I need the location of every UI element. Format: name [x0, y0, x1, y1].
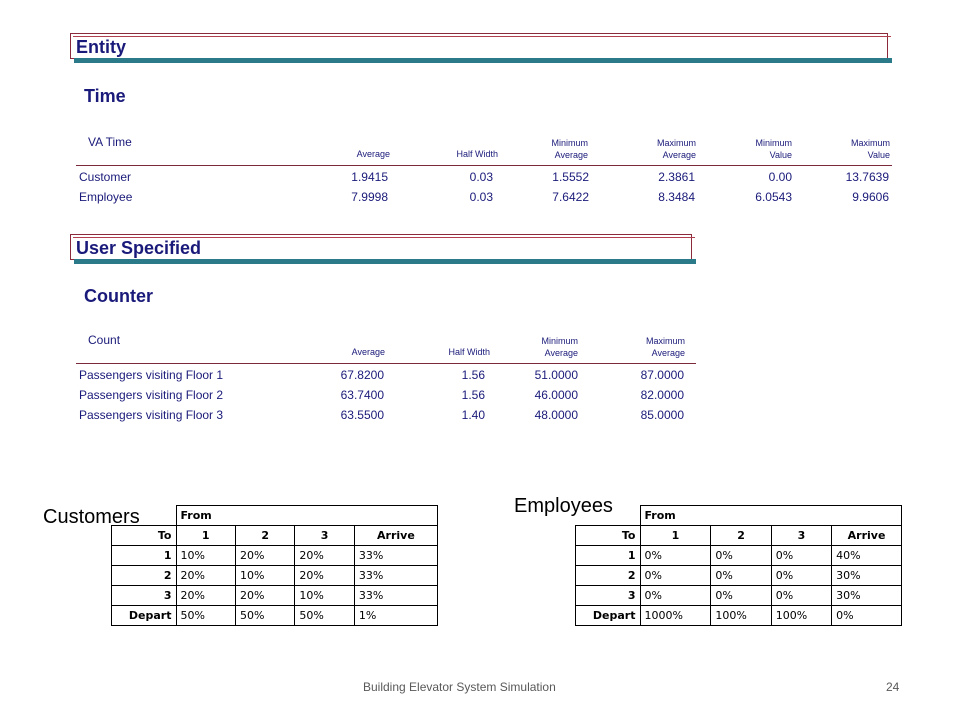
counter-row-value: 46.0000: [534, 388, 578, 402]
employees-col-arrive: Arrive: [832, 526, 902, 546]
employees-matrix-cell: 0%: [832, 606, 902, 626]
employees-col-2: 2: [711, 526, 771, 546]
customers-matrix-cell: 10%: [295, 586, 354, 606]
employees-row-header: 1: [576, 546, 641, 566]
customers-matrix-cell: 50%: [295, 606, 354, 626]
employees-from-label: From: [640, 506, 902, 526]
customers-to-label: To: [112, 526, 177, 546]
customers-matrix-row: [112, 586, 438, 606]
time-col-half-width: Half Width: [456, 149, 498, 159]
counter-col-average: Average: [351, 347, 385, 357]
customers-matrix-cell: 20%: [235, 546, 294, 566]
customers-matrix-row: [112, 606, 438, 626]
counter-row-label: Passengers visiting Floor 3: [79, 408, 224, 422]
customers-matrix-row: [112, 546, 438, 566]
customers-matrix-cell: 20%: [235, 586, 294, 606]
customers-row-header: 1: [112, 546, 177, 566]
customers-row-header: 2: [112, 566, 177, 586]
counter-row-value: 1.56: [461, 368, 485, 382]
counter-row-value: 1.40: [461, 408, 485, 422]
counter-col-half-width: Half Width: [448, 347, 490, 357]
entity-banner-label: Entity: [76, 37, 127, 57]
time-row-value: 9.9606: [852, 190, 889, 204]
employees-matrix-cell: 30%: [832, 586, 902, 606]
customers-matrix-cell: 1%: [354, 606, 437, 626]
employees-corner: [576, 506, 641, 526]
employees-matrix-row: [576, 566, 902, 586]
customers-col-1: 1: [176, 526, 235, 546]
time-row-label: Employee: [79, 190, 133, 204]
footer-page-number: 24: [886, 680, 900, 694]
counter-row-value: 82.0000: [640, 388, 684, 402]
customers-row-header: Depart: [112, 606, 177, 626]
employees-matrix-row: [576, 586, 902, 606]
counter-row-value: 1.56: [461, 388, 485, 402]
customers-col-arrive: Arrive: [354, 526, 437, 546]
time-col-max-value: Maximum Value: [850, 138, 890, 160]
counter-col-max-average: Maximum Average: [645, 336, 685, 358]
employees-row-header: 2: [576, 566, 641, 586]
time-row-label: Customer: [79, 170, 132, 184]
customers-matrix-cell: 10%: [176, 546, 235, 566]
customers-row-header: 3: [112, 586, 177, 606]
employees-matrix-cell: 100%: [711, 606, 771, 626]
employees-col-1: 1: [640, 526, 711, 546]
employees-matrix-row: [576, 546, 902, 566]
user-specified-banner-label: User Specified: [76, 238, 202, 258]
customers-matrix-cell: 33%: [354, 546, 437, 566]
time-row-value: 7.9998: [351, 190, 388, 204]
customers-from-row: [112, 506, 438, 526]
employees-matrix-cell: 1000%: [640, 606, 711, 626]
customers-matrix-cell: 50%: [235, 606, 294, 626]
customers-matrix-cell: 10%: [235, 566, 294, 586]
time-row-value: 1.5552: [552, 170, 589, 184]
employees-matrix-cell: 0%: [771, 546, 831, 566]
employees-matrix-cell: 100%: [771, 606, 831, 626]
employees-matrix-cell: 0%: [640, 566, 711, 586]
time-row-value: 6.0543: [755, 190, 792, 204]
customers-corner: [112, 506, 177, 526]
customers-matrix-cell: 33%: [354, 566, 437, 586]
employees-row-header: Depart: [576, 606, 641, 626]
counter-row-value: 51.0000: [534, 368, 578, 382]
employees-matrix-cell: 0%: [711, 586, 771, 606]
customers-col-3: 3: [295, 526, 354, 546]
employees-matrix-cell: 0%: [640, 586, 711, 606]
customers-label: Customers: [43, 506, 140, 528]
time-col-average: Average: [356, 149, 390, 159]
employees-matrix-row: [576, 606, 902, 626]
customers-matrix-cell: 50%: [176, 606, 235, 626]
time-row-value: 13.7639: [845, 170, 889, 184]
time-row-value: 2.3861: [658, 170, 695, 184]
time-row-value: 0.00: [768, 170, 792, 184]
customers-col-2: 2: [235, 526, 294, 546]
counter-col-min-average: Minimum Average: [541, 336, 578, 358]
employees-matrix-cell: 40%: [832, 546, 902, 566]
counter-row-value: 87.0000: [640, 368, 684, 382]
counter-row-label: Passengers visiting Floor 2: [79, 388, 224, 402]
employees-matrix-cell: 0%: [711, 566, 771, 586]
employees-matrix: [575, 505, 902, 626]
time-col-min-value: Minimum Value: [755, 138, 792, 160]
employees-matrix-cell: 0%: [640, 546, 711, 566]
time-row-value: 0.03: [469, 170, 493, 184]
counter-rule: [76, 363, 696, 364]
counter-subhead: Count: [88, 333, 121, 347]
time-col-min-average: Minimum Average: [551, 138, 588, 160]
customers-matrix-cell: 20%: [176, 586, 235, 606]
employees-header-row: [576, 526, 902, 546]
customers-from-label: From: [176, 506, 438, 526]
customers-matrix-row: [112, 566, 438, 586]
counter-row-value: 48.0000: [534, 408, 578, 422]
counter-row-label: Passengers visiting Floor 1: [79, 368, 224, 382]
user-specified-banner: [70, 234, 696, 264]
employees-label: Employees: [514, 495, 613, 517]
time-row-value: 0.03: [469, 190, 493, 204]
counter-title: Counter: [84, 286, 153, 306]
customers-matrix-cell: 20%: [176, 566, 235, 586]
customers-matrix-cell: 33%: [354, 586, 437, 606]
time-row-value: 8.3484: [658, 190, 695, 204]
employees-row-header: 3: [576, 586, 641, 606]
employees-col-3: 3: [771, 526, 831, 546]
counter-row-value: 63.5500: [340, 408, 384, 422]
employees-to-label: To: [576, 526, 641, 546]
customers-matrix-cell: 20%: [295, 566, 354, 586]
counter-row-value: 85.0000: [640, 408, 684, 422]
time-rule: [76, 165, 892, 166]
time-row-value: 1.9415: [351, 170, 388, 184]
time-col-max-average: Maximum Average: [656, 138, 696, 160]
employees-from-row: [576, 506, 902, 526]
customers-header-row: [112, 526, 438, 546]
entity-banner: [70, 33, 892, 63]
counter-row-value: 67.8200: [340, 368, 384, 382]
employees-matrix-cell: 0%: [711, 546, 771, 566]
employees-matrix-cell: 0%: [771, 586, 831, 606]
customers-matrix-cell: 20%: [295, 546, 354, 566]
time-title: Time: [84, 86, 126, 106]
employees-matrix-cell: 30%: [832, 566, 902, 586]
employees-matrix-cell: 0%: [771, 566, 831, 586]
customers-matrix: [111, 505, 438, 626]
counter-row-value: 63.7400: [340, 388, 384, 402]
time-row-value: 7.6422: [552, 190, 589, 204]
time-subhead: VA Time: [88, 135, 132, 149]
footer-title: Building Elevator System Simulation: [363, 680, 556, 694]
